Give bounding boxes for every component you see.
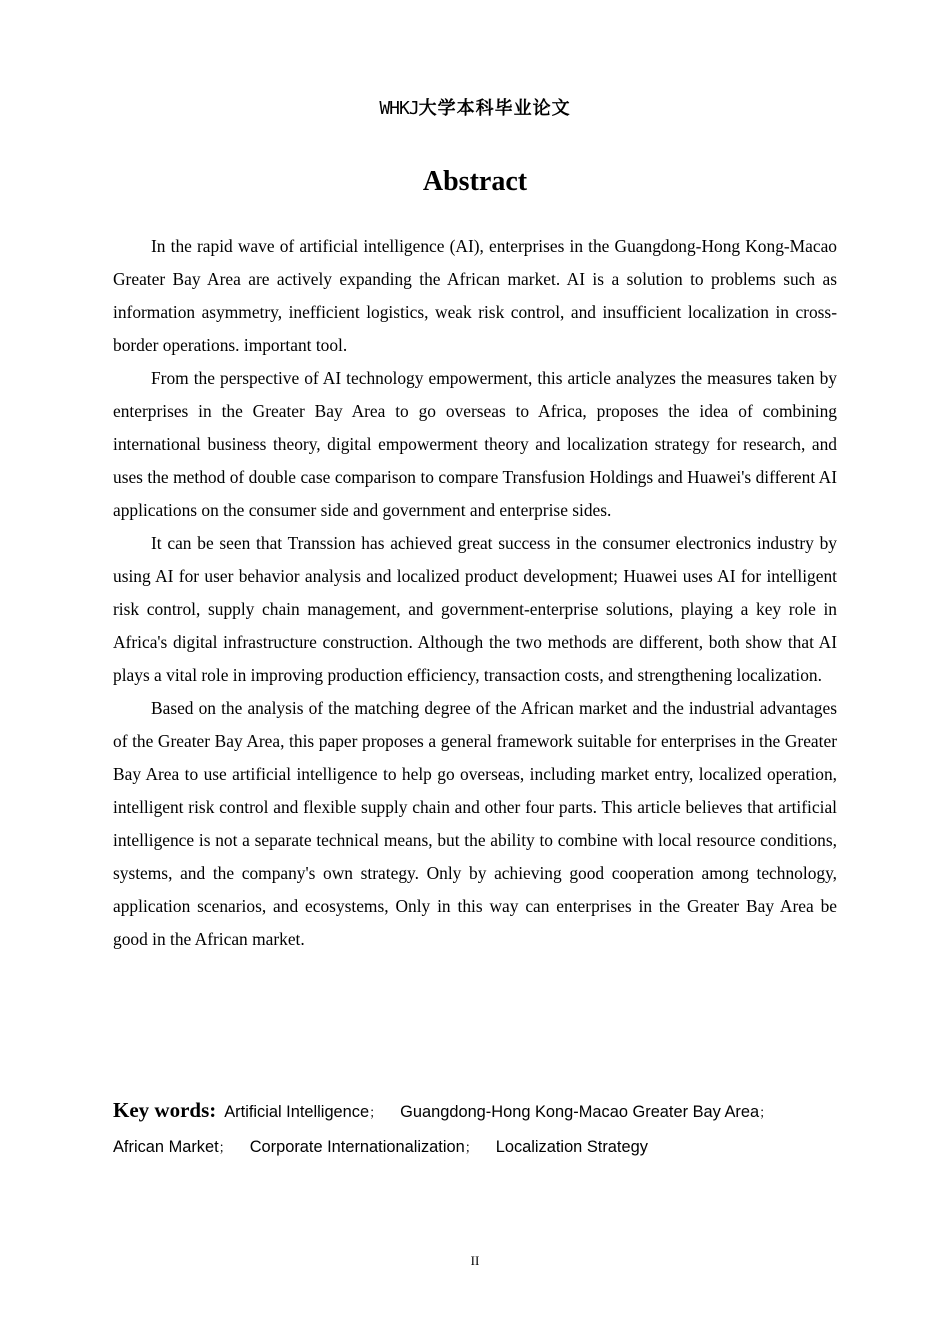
keyword-separator: ； [218, 1141, 232, 1156]
keyword-1: Artificial Intelligence [224, 1103, 370, 1121]
keyword-2: Guangdong-Hong Kong-Macao Greater Bay Area [400, 1103, 760, 1121]
keyword-separator: ； [369, 1106, 383, 1121]
abstract-body [113, 230, 837, 956]
keywords-section [113, 1094, 837, 1165]
keyword-3: African Market [113, 1138, 219, 1156]
header-cjk-text: 大学本科毕业论文 [418, 98, 571, 119]
keyword-5: Localization Strategy [495, 1138, 648, 1156]
page-number: II [470, 1253, 480, 1268]
abstract-paragraph-3: It can be seen that Transsion has achieved great success in the consumer electronics industry by using AI for user behavior analysis and localized product development; Huawei uses AI for intelligent risk control, supply chain management, and government-enterprise solutions, playing a key role in Africa's digital infrastructure construction. Although the two methods are different, both show that AI plays a vital role in improving production efficiency, transaction costs, and strengthening localization. [113, 533, 837, 685]
abstract-paragraph-1: In the rapid wave of artificial intelligence (AI), enterprises in the Guangdong-Hong Kong-Macao Greater Bay Area are actively expanding the African market. AI is a solution to problems such as information asymmetry, inefficient logistics, weak risk control, and insufficient localization in cross-border operations. important tool. [113, 236, 837, 355]
keyword-separator: ； [464, 1141, 478, 1156]
running-header [0, 96, 950, 122]
abstract-paragraph-2: From the perspective of AI technology empowerment, this article analyzes the measures taken by enterprises in the Greater Bay Area to go overseas to Africa, proposes the idea of combining international business theory, digital empowerment theory and localization strategy for research, and uses the method of double case comparison to compare Transfusion Holdings and Huawei's different AI applications on the consumer side and government and enterprise sides. [113, 368, 837, 520]
keyword-4: Corporate Internationalization [249, 1138, 465, 1156]
abstract-paragraph-4: Based on the analysis of the matching degree of the African market and the industrial advantages of the Greater Bay Area, this paper proposes a general framework suitable for enterprises in the Greater Bay Area to use artificial intelligence to help go overseas, including market entry, localized operation, intelligent risk control and flexible supply chain and other four parts. This article believes that artificial intelligence is not a separate technical means, but the ability to combine with local resource conditions, systems, and the company's own strategy. Only by achieving good cooperation among technology, application scenarios, and ecosystems, Only in this way can enterprises in the Greater Bay Area be good in the African market. [113, 698, 837, 949]
keyword-separator: ； [759, 1106, 773, 1121]
keywords-label: Key words: [113, 1098, 217, 1122]
header-latin-text: WHKJ [379, 98, 419, 119]
abstract-title: Abstract [422, 166, 528, 197]
